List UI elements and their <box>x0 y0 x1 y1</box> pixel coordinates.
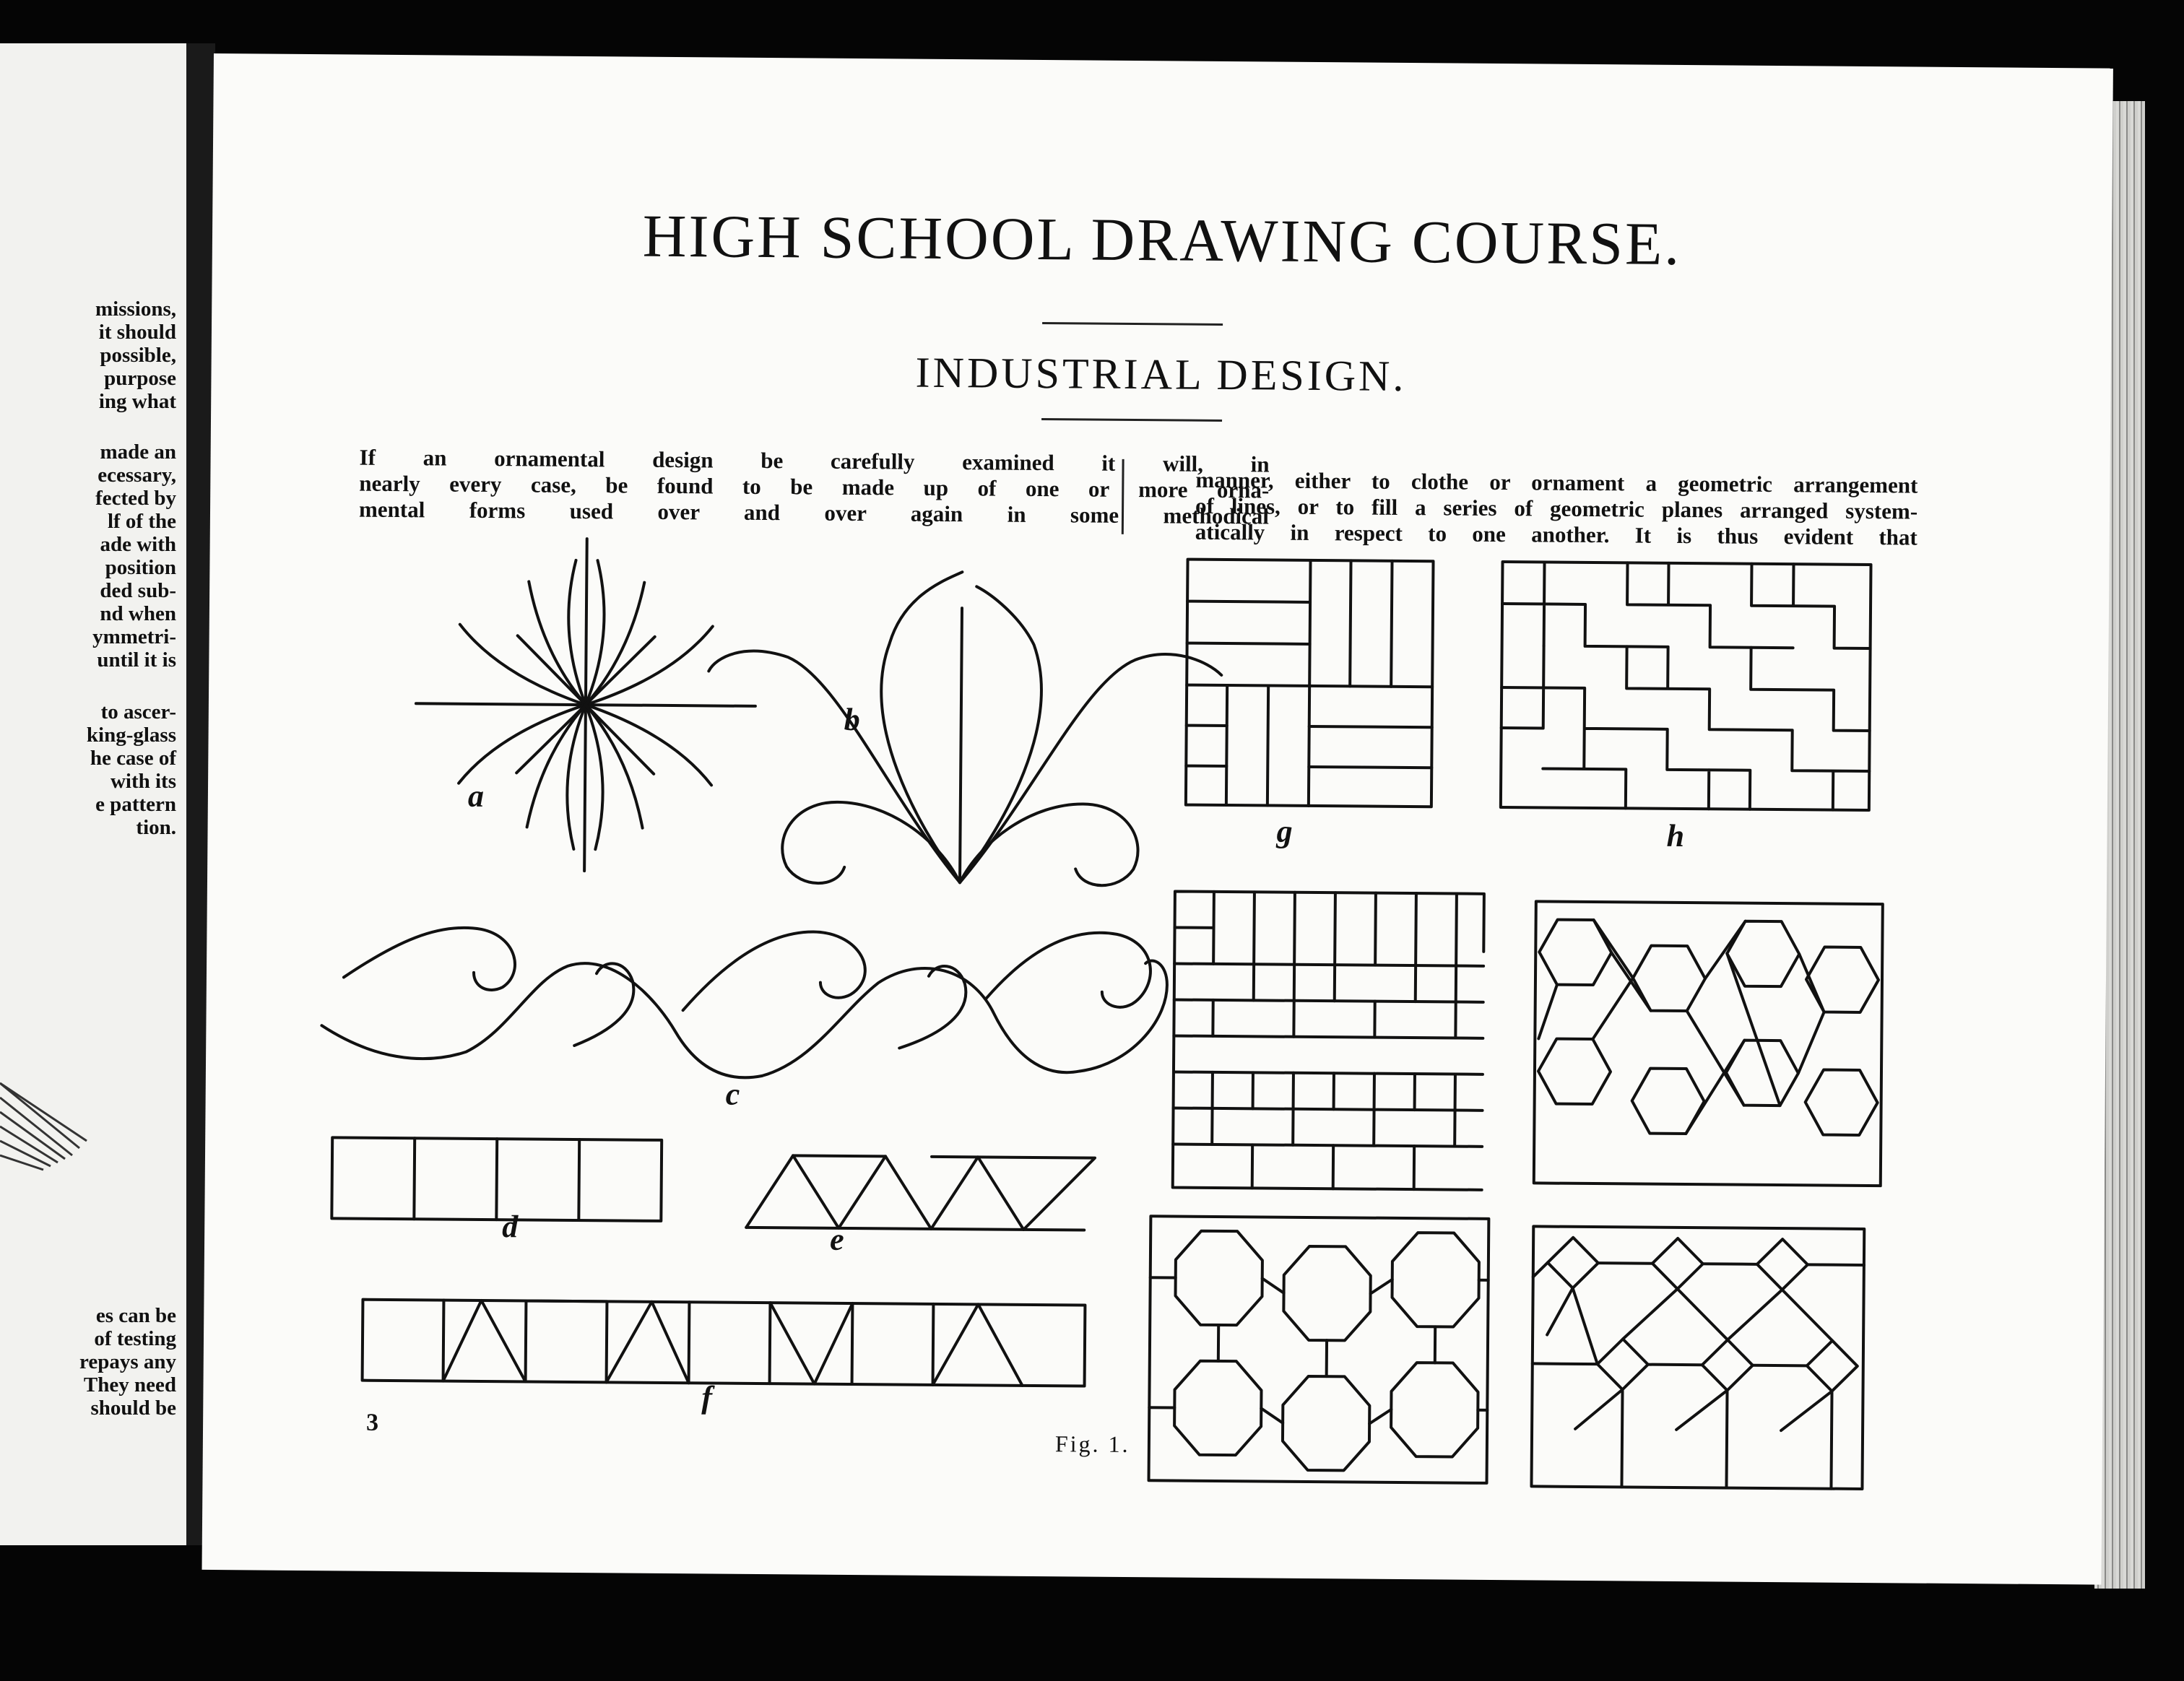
figure-illustrations <box>202 53 2113 1585</box>
text-fragment: repays any <box>79 1350 176 1373</box>
text-fragment: king-glass <box>86 724 176 747</box>
text-line: of lines, or to fill a series of geometric planes arranged system- <box>1195 492 1918 524</box>
label-e: e <box>829 1221 844 1257</box>
text-line: mental forms used over and over again in some methodical <box>358 496 1270 529</box>
text-line: manner, either to clothe or ornament a geometric arrangement <box>1195 466 1918 498</box>
text-line: nearly every case, be found to be made up of one or more orna- <box>359 470 1270 503</box>
figure-e-triangle-band <box>746 1155 1095 1230</box>
text-fragment: fected by <box>95 487 176 510</box>
text-fragment: nd when <box>100 602 176 625</box>
text-fragment: it should <box>98 321 176 344</box>
figure-caption: Fig. 1. <box>1054 1430 1130 1458</box>
text-fragment: he case of <box>90 747 176 770</box>
text-fragment: es can be <box>95 1304 176 1327</box>
text-fragment: possible, <box>100 344 176 367</box>
text-fragment: ade with <box>100 533 176 556</box>
text-fragment: to ascer- <box>100 700 176 724</box>
figure-b-fleur-ornament <box>707 570 1222 886</box>
text-fragment: of testing <box>94 1327 176 1350</box>
text-fragment: position <box>105 556 176 579</box>
text-fragment: purpose <box>104 367 176 390</box>
text-fragment: should be <box>90 1397 176 1420</box>
text-fragment: ymmetri- <box>92 625 176 648</box>
figure-j-star-lattice-pattern <box>1534 901 1883 1186</box>
text-line: atically in respect to one another. It is thus evident that <box>1195 518 1918 550</box>
figure-g-basketweave-pattern <box>1186 560 1434 807</box>
text-fragment: tion. <box>136 816 176 839</box>
label-h: h <box>1666 817 1685 854</box>
text-fragment: missions, <box>95 297 176 321</box>
text-fragment: ing what <box>98 390 176 413</box>
text-fragment: ded sub- <box>100 579 176 602</box>
previous-page <box>0 43 191 1545</box>
figure-k-hexagon-square-pattern <box>1149 1216 1489 1483</box>
label-g: g <box>1276 813 1293 849</box>
figure-h-interlock-pattern <box>1501 562 1871 810</box>
text-fragment: made an <box>100 440 176 464</box>
page-title: HIGH SCHOOL DRAWING COURSE. <box>642 202 1682 278</box>
text-line: If an ornamental design be carefully examined it will, in <box>359 444 1270 477</box>
figure-d-square-band <box>332 1137 662 1221</box>
figure-l-octagon-diamond-pattern <box>1531 1226 1864 1489</box>
label-f: f <box>701 1379 713 1415</box>
section-heading: INDUSTRIAL DESIGN. <box>915 348 1407 400</box>
text-fragment: e pattern <box>95 793 176 816</box>
label-a: a <box>467 778 485 814</box>
label-d: d <box>502 1209 519 1245</box>
text-fragment: They need <box>83 1373 176 1397</box>
label-b: b <box>844 701 860 738</box>
label-c: c <box>725 1076 740 1112</box>
text-fragment: with its <box>110 770 176 793</box>
figure-c-scroll-border <box>321 926 1168 1081</box>
text-fragment: until it is <box>97 648 176 672</box>
figure-i-brick-pattern <box>1173 891 1484 1189</box>
hatched-drawing-fragment <box>0 1069 101 1177</box>
figure-f-mixed-band <box>363 1300 1086 1386</box>
figure-a-radiating-ornament <box>415 537 757 872</box>
text-fragment: lf of the <box>107 510 176 533</box>
text-fragment: ecessary, <box>98 464 176 487</box>
page-number: 3 <box>365 1409 379 1436</box>
book-page <box>202 53 2113 1585</box>
